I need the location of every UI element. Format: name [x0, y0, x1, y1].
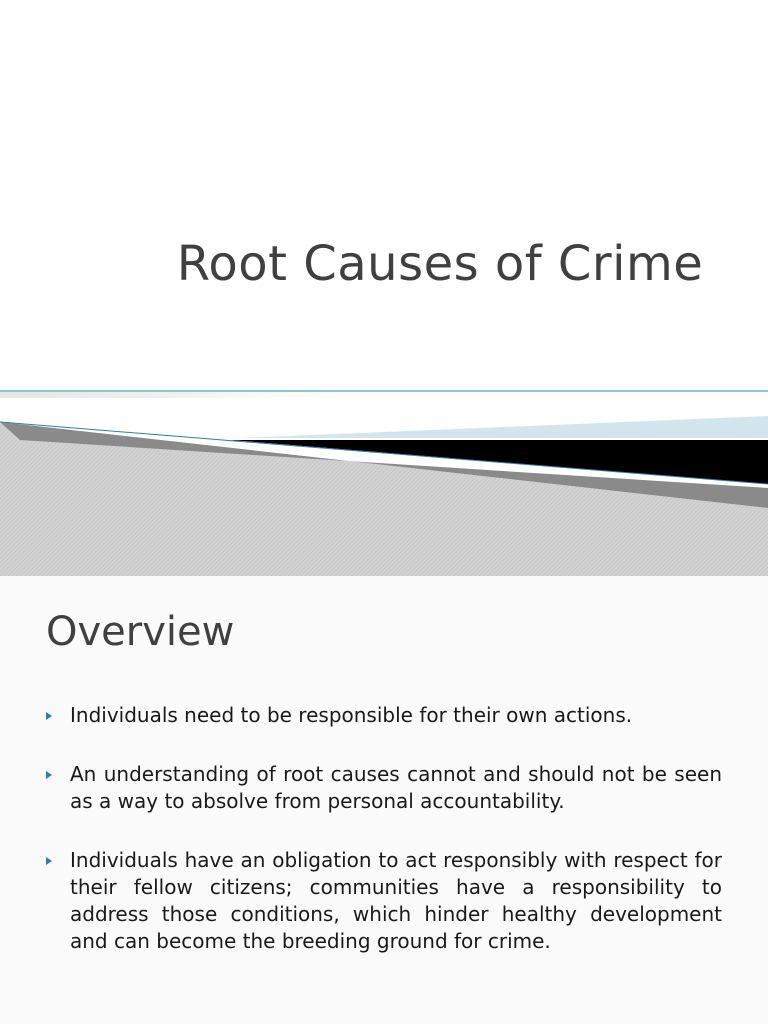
overview-slide — [0, 576, 768, 1024]
triangle-bullet-icon — [46, 712, 52, 720]
overview-heading: Overview — [46, 609, 235, 655]
bullet-text: An understanding of root causes cannot and should not be seen as a way to absolve from personal accountability. — [70, 762, 722, 813]
triangle-bullet-icon — [46, 771, 52, 779]
bullet-item — [46, 847, 722, 955]
band-fade-strip — [0, 392, 380, 398]
bullet-list — [46, 702, 722, 987]
bullet-item — [46, 761, 722, 815]
slide-title: Root Causes of Crime — [176, 236, 704, 292]
decorative-band — [0, 380, 768, 576]
bullet-item — [46, 702, 722, 729]
bullet-text: Individuals need to be responsible for their own actions. — [70, 703, 633, 727]
triangle-bullet-icon — [46, 857, 52, 865]
band-blue-wedge — [240, 416, 768, 438]
bullet-text: Individuals have an obligation to act responsibly with respect for their fellow citizens; communities have a responsibility to address those conditions, which hinder healthy development and can become the breeding ground for crime. — [70, 848, 722, 953]
